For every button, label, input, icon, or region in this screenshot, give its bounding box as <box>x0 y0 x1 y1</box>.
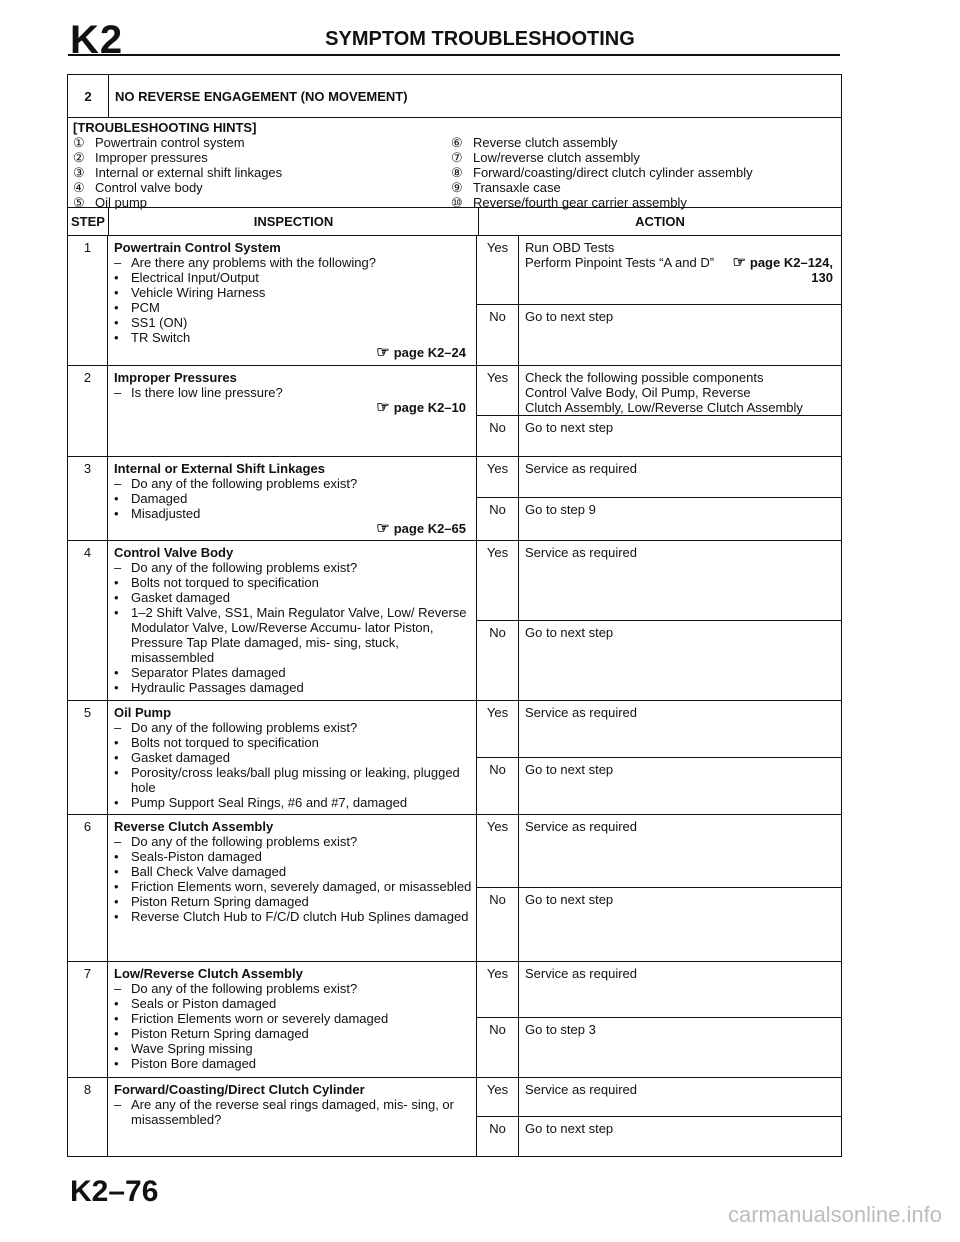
inspection-line <box>114 491 472 506</box>
inspection-line <box>114 750 472 765</box>
inspection-line <box>114 385 472 400</box>
inspection-text: Piston Return Spring damaged <box>131 1026 309 1041</box>
inspection-text: Misadjusted <box>131 506 201 521</box>
page-reference <box>114 521 472 536</box>
no-answer <box>477 887 841 961</box>
hint-number: ① <box>73 135 85 150</box>
yes-action <box>519 236 841 304</box>
hint-number: ③ <box>73 165 85 180</box>
symptom-number: 2 <box>68 75 109 117</box>
inspection-line <box>114 864 472 879</box>
step-number: 1 <box>68 236 108 365</box>
bullet-mark: • <box>114 894 119 909</box>
inspection-title: Forward/Coasting/Direct Clutch Cylinder <box>114 1082 365 1097</box>
yes-action <box>519 962 841 1017</box>
no-action <box>519 1117 841 1156</box>
hint-text: Internal or external shift linkages <box>95 165 283 180</box>
inspection-title: Low/Reverse Clutch Assembly <box>114 966 303 981</box>
inspection-line <box>114 849 472 864</box>
no-action <box>519 758 841 814</box>
inspection-line <box>114 720 472 735</box>
hint-text: Oil pump <box>95 195 148 210</box>
bullet-mark: • <box>114 506 119 521</box>
no-answer <box>477 497 841 540</box>
action-text: Service as required <box>525 819 637 834</box>
yes-answer <box>477 1078 841 1116</box>
column-action: ACTION <box>635 214 685 229</box>
column-step: STEP <box>68 208 109 235</box>
hint-number: ② <box>73 150 85 165</box>
inspection-title: Control Valve Body <box>114 545 234 560</box>
hint-number: ⑨ <box>451 180 463 195</box>
troubleshooting-table <box>67 74 842 1157</box>
bullet-mark: – <box>114 560 122 575</box>
step-number: 7 <box>68 962 108 1077</box>
inspection-text: Do any of the following problems exist? <box>131 834 358 849</box>
steps-body <box>68 236 841 1156</box>
page-reference <box>732 255 833 285</box>
inspection-text: Piston Return Spring damaged <box>131 894 309 909</box>
inspection-text: Separator Plates damaged <box>131 665 286 680</box>
inspection-cell <box>108 236 477 365</box>
reference-text: page K2–24 <box>393 345 466 360</box>
hint-text: Control valve body <box>95 180 203 195</box>
inspection-text: Piston Bore damaged <box>131 1056 257 1071</box>
no-label: No <box>477 1117 519 1156</box>
bullet-mark: • <box>114 864 119 879</box>
action-cell <box>477 1078 841 1156</box>
step-row <box>68 701 841 815</box>
action-text: Go to next step <box>525 762 614 777</box>
inspection-text: Friction Elements worn, severely damaged, or misassebled <box>131 879 472 894</box>
bullet-mark: • <box>114 1026 119 1041</box>
bullet-mark: • <box>114 575 119 590</box>
inspection-title: Improper Pressures <box>114 370 237 385</box>
bullet-mark: • <box>114 795 119 810</box>
inspection-text: Is there low line pressure? <box>131 385 283 400</box>
hint-number: ⑥ <box>451 135 463 150</box>
hint-text: Powertrain control system <box>95 135 245 150</box>
hint-text: Reverse/fourth gear carrier assembly <box>473 195 687 210</box>
hint-number: ⑩ <box>451 195 463 210</box>
bullet-mark: • <box>114 996 119 1011</box>
inspection-line <box>114 1097 472 1127</box>
step-row <box>68 366 841 457</box>
hints-right-column <box>451 135 811 210</box>
inspection-text: Wave Spring missing <box>131 1041 253 1056</box>
pointing-hand-icon: ☞ <box>376 520 390 537</box>
no-action <box>519 888 841 961</box>
action-text: Service as required <box>525 461 637 476</box>
troubleshooting-hints <box>68 118 841 208</box>
bullet-mark: – <box>114 834 122 849</box>
action-cell <box>477 457 841 540</box>
page-reference <box>114 400 472 415</box>
action-cell <box>477 366 841 456</box>
bullet-mark: • <box>114 849 119 864</box>
reference-line <box>732 255 833 270</box>
action-text: Go to next step <box>525 892 614 907</box>
inspection-line <box>114 285 472 300</box>
inspection-text: TR Switch <box>131 330 191 345</box>
no-label: No <box>477 758 519 814</box>
watermark: carmanualsonline.info <box>727 1202 942 1227</box>
inspection-line <box>114 996 472 1011</box>
action-text: Service as required <box>525 545 637 560</box>
section-code: K2 <box>70 18 124 62</box>
inspection-text: SS1 (ON) <box>131 315 188 330</box>
inspection-text: Do any of the following problems exist? <box>131 720 358 735</box>
reference-text: page K2–65 <box>393 521 466 536</box>
column-headers <box>68 208 841 236</box>
action-text: Go to next step <box>525 309 614 324</box>
inspection-title: Powertrain Control System <box>114 240 281 255</box>
inspection-line <box>114 909 472 924</box>
inspection-cell <box>108 457 477 540</box>
inspection-text: Gasket damaged <box>131 750 231 765</box>
yes-answer <box>477 541 841 620</box>
column-inspection: INSPECTION <box>109 208 479 235</box>
page-number: K2–76 <box>70 1175 159 1208</box>
reference-text: page K2–10 <box>393 400 466 415</box>
step-number: 8 <box>68 1078 108 1156</box>
inspection-line <box>114 765 472 795</box>
inspection-line <box>114 795 472 810</box>
reference-text: 130 <box>811 270 833 285</box>
hint-item <box>451 180 811 195</box>
yes-action <box>519 701 841 757</box>
yes-answer <box>477 701 841 757</box>
hint-item <box>451 150 811 165</box>
bullet-mark: – <box>114 981 122 996</box>
inspection-text: Seals-Piston damaged <box>131 849 262 864</box>
inspection-line <box>114 605 472 665</box>
hint-text: Improper pressures <box>95 150 208 165</box>
inspection-title: Oil Pump <box>114 705 172 720</box>
inspection-line <box>114 834 472 849</box>
no-answer <box>477 1017 841 1077</box>
hint-number: ⑧ <box>451 165 463 180</box>
inspection-line <box>114 1026 472 1041</box>
inspection-text: Do any of the following problems exist? <box>131 981 358 996</box>
yes-answer <box>477 962 841 1017</box>
yes-label: Yes <box>477 457 519 497</box>
bullet-mark: • <box>114 300 119 315</box>
hint-item <box>73 180 451 195</box>
inspection-text: Bolts not torqued to specification <box>131 735 319 750</box>
no-action <box>519 498 841 540</box>
inspection-text: Porosity/cross leaks/ball plug missing or leaking, plugged hole <box>131 765 460 795</box>
step-number: 3 <box>68 457 108 540</box>
yes-answer <box>477 236 841 304</box>
no-answer <box>477 415 841 456</box>
bullet-mark: • <box>114 315 119 330</box>
inspection-text: Pump Support Seal Rings, #6 and #7, damaged <box>131 795 408 810</box>
bullet-mark: • <box>114 605 119 620</box>
yes-label: Yes <box>477 962 519 1017</box>
inspection-line <box>114 665 472 680</box>
bullet-mark: • <box>114 1056 119 1071</box>
inspection-text: 1–2 Shift Valve, SS1, Main Regulator Valve, Low/ Reverse Modulator Valve, Low/Reverse Accumu- lator Piston, Pressure Tap Plate damaged, mis- sing, stuck, misassembled <box>131 605 467 665</box>
action-cell <box>477 701 841 814</box>
reference-text: page K2–124, <box>749 255 833 270</box>
inspection-cell <box>108 701 477 814</box>
no-label: No <box>477 498 519 540</box>
inspection-line <box>114 1056 472 1071</box>
no-action <box>519 621 841 700</box>
action-text: Service as required <box>525 1082 637 1097</box>
inspection-cell <box>108 962 477 1077</box>
action-text: Control Valve Body, Oil Pump, Reverse <box>525 385 751 400</box>
hint-text: Forward/coasting/direct clutch cylinder assembly <box>473 165 753 180</box>
inspection-text: Gasket damaged <box>131 590 231 605</box>
action-text: Service as required <box>525 705 637 720</box>
hint-text: Low/reverse clutch assembly <box>473 150 640 165</box>
inspection-line <box>114 879 472 894</box>
yes-action <box>519 541 841 620</box>
inspection-line <box>114 476 472 491</box>
action-text: Check the following possible components <box>525 370 764 385</box>
action-text: Go to step 9 <box>525 502 596 517</box>
bullet-mark: – <box>114 1097 122 1112</box>
no-action <box>519 305 841 365</box>
action-cell <box>477 541 841 700</box>
hint-text: Reverse clutch assembly <box>473 135 618 150</box>
bullet-mark: • <box>114 590 119 605</box>
inspection-text: Are there any problems with the following? <box>131 255 376 270</box>
hints-title: [TROUBLESHOOTING HINTS] <box>73 120 257 135</box>
yes-action <box>519 366 841 415</box>
inspection-cell <box>108 366 477 456</box>
step-number: 5 <box>68 701 108 814</box>
yes-label: Yes <box>477 701 519 757</box>
action-text: Clutch Assembly, Low/Reverse Clutch Assembly <box>525 400 803 415</box>
bullet-mark: • <box>114 665 119 680</box>
inspection-text: Do any of the following problems exist? <box>131 560 358 575</box>
no-label: No <box>477 1018 519 1077</box>
bullet-mark: – <box>114 255 122 270</box>
no-answer <box>477 757 841 814</box>
bullet-mark: – <box>114 720 122 735</box>
bullet-mark: • <box>114 285 119 300</box>
bullet-mark: • <box>114 270 119 285</box>
action-text: Go to step 3 <box>525 1022 596 1037</box>
no-label: No <box>477 621 519 700</box>
yes-action <box>519 457 841 497</box>
action-cell <box>477 236 841 365</box>
step-row <box>68 1078 841 1156</box>
step-number: 4 <box>68 541 108 700</box>
bullet-mark: – <box>114 476 122 491</box>
yes-action <box>519 1078 841 1116</box>
pointing-hand-icon: ☞ <box>376 399 390 416</box>
action-text: Go to next step <box>525 625 614 640</box>
bullet-mark: • <box>114 765 119 780</box>
inspection-line <box>114 315 472 330</box>
no-answer <box>477 620 841 700</box>
bullet-mark: • <box>114 750 119 765</box>
inspection-text: Bolts not torqued to specification <box>131 575 319 590</box>
bullet-mark: • <box>114 330 119 345</box>
inspection-text: Hydraulic Passages damaged <box>131 680 304 695</box>
yes-answer <box>477 457 841 497</box>
yes-answer <box>477 815 841 887</box>
yes-answer <box>477 366 841 415</box>
inspection-text: Ball Check Valve damaged <box>131 864 287 879</box>
inspection-text: Vehicle Wiring Harness <box>131 285 266 300</box>
step-row <box>68 962 841 1078</box>
no-action <box>519 1018 841 1077</box>
bullet-mark: • <box>114 491 119 506</box>
bullet-mark: • <box>114 735 119 750</box>
hint-text: Transaxle case <box>473 180 561 195</box>
inspection-text: PCM <box>131 300 160 315</box>
yes-label: Yes <box>477 1078 519 1116</box>
inspection-line <box>114 680 472 695</box>
step-number: 6 <box>68 815 108 961</box>
title-rule <box>68 54 840 56</box>
page-reference <box>114 345 472 360</box>
action-text: Run OBD Tests <box>525 240 615 255</box>
inspection-line <box>114 255 472 270</box>
inspection-line <box>114 506 472 521</box>
hint-number: ⑦ <box>451 150 463 165</box>
bullet-mark: • <box>114 909 119 924</box>
yes-label: Yes <box>477 541 519 620</box>
page-title: SYMPTOM TROUBLESHOOTING <box>325 28 635 50</box>
inspection-line <box>114 300 472 315</box>
inspection-line <box>114 590 472 605</box>
inspection-line <box>114 735 472 750</box>
symptom-header <box>68 75 841 118</box>
no-label: No <box>477 305 519 365</box>
no-label: No <box>477 888 519 961</box>
inspection-line <box>114 560 472 575</box>
hint-item <box>73 165 451 180</box>
inspection-line <box>114 330 472 345</box>
bullet-mark: • <box>114 879 119 894</box>
action-text: Perform Pinpoint Tests “A and D” <box>525 255 715 270</box>
inspection-text: Reverse Clutch Hub to F/C/D clutch Hub Splines damaged <box>131 909 469 924</box>
yes-label: Yes <box>477 366 519 415</box>
action-text: Go to next step <box>525 1121 614 1136</box>
inspection-cell <box>108 541 477 700</box>
inspection-line <box>114 1011 472 1026</box>
step-row <box>68 457 841 541</box>
action-cell <box>477 815 841 961</box>
yes-label: Yes <box>477 236 519 304</box>
step-row <box>68 815 841 962</box>
inspection-text: Friction Elements worn or severely damaged <box>131 1011 389 1026</box>
yes-action <box>519 815 841 887</box>
no-label: No <box>477 416 519 456</box>
step-number: 2 <box>68 366 108 456</box>
inspection-line <box>114 894 472 909</box>
step-row <box>68 236 841 366</box>
inspection-text: Seals or Piston damaged <box>131 996 277 1011</box>
no-action <box>519 416 841 456</box>
hint-item <box>451 165 811 180</box>
hint-number: ⑤ <box>73 195 85 210</box>
inspection-text: Are any of the reverse seal rings damaged, mis- sing, or misassembled? <box>131 1097 454 1127</box>
inspection-line <box>114 270 472 285</box>
action-cell <box>477 962 841 1077</box>
bullet-mark: • <box>114 1041 119 1056</box>
hint-item <box>73 150 451 165</box>
hint-number: ④ <box>73 180 85 195</box>
action-text: Service as required <box>525 966 637 981</box>
inspection-title: Reverse Clutch Assembly <box>114 819 274 834</box>
action-text: Go to next step <box>525 420 614 435</box>
inspection-text: Electrical Input/Output <box>131 270 259 285</box>
inspection-line <box>114 981 472 996</box>
symptom-title: NO REVERSE ENGAGEMENT (NO MOVEMENT) <box>115 88 408 104</box>
inspection-line <box>114 1041 472 1056</box>
inspection-cell <box>108 1078 477 1156</box>
pointing-hand-icon: ☞ <box>376 344 390 361</box>
inspection-text: Damaged <box>131 491 188 506</box>
yes-label: Yes <box>477 815 519 887</box>
inspection-text: Do any of the following problems exist? <box>131 476 358 491</box>
pointing-hand-icon: ☞ <box>732 254 746 271</box>
hint-item <box>451 135 811 150</box>
inspection-cell <box>108 815 477 961</box>
inspection-line <box>114 575 472 590</box>
step-row <box>68 541 841 701</box>
inspection-title: Internal or External Shift Linkages <box>114 461 325 476</box>
bullet-mark: • <box>114 680 119 695</box>
no-answer <box>477 1116 841 1156</box>
bullet-mark: • <box>114 1011 119 1026</box>
bullet-mark: – <box>114 385 122 400</box>
hints-left-column <box>73 135 451 210</box>
hint-item <box>73 135 451 150</box>
no-answer <box>477 304 841 365</box>
